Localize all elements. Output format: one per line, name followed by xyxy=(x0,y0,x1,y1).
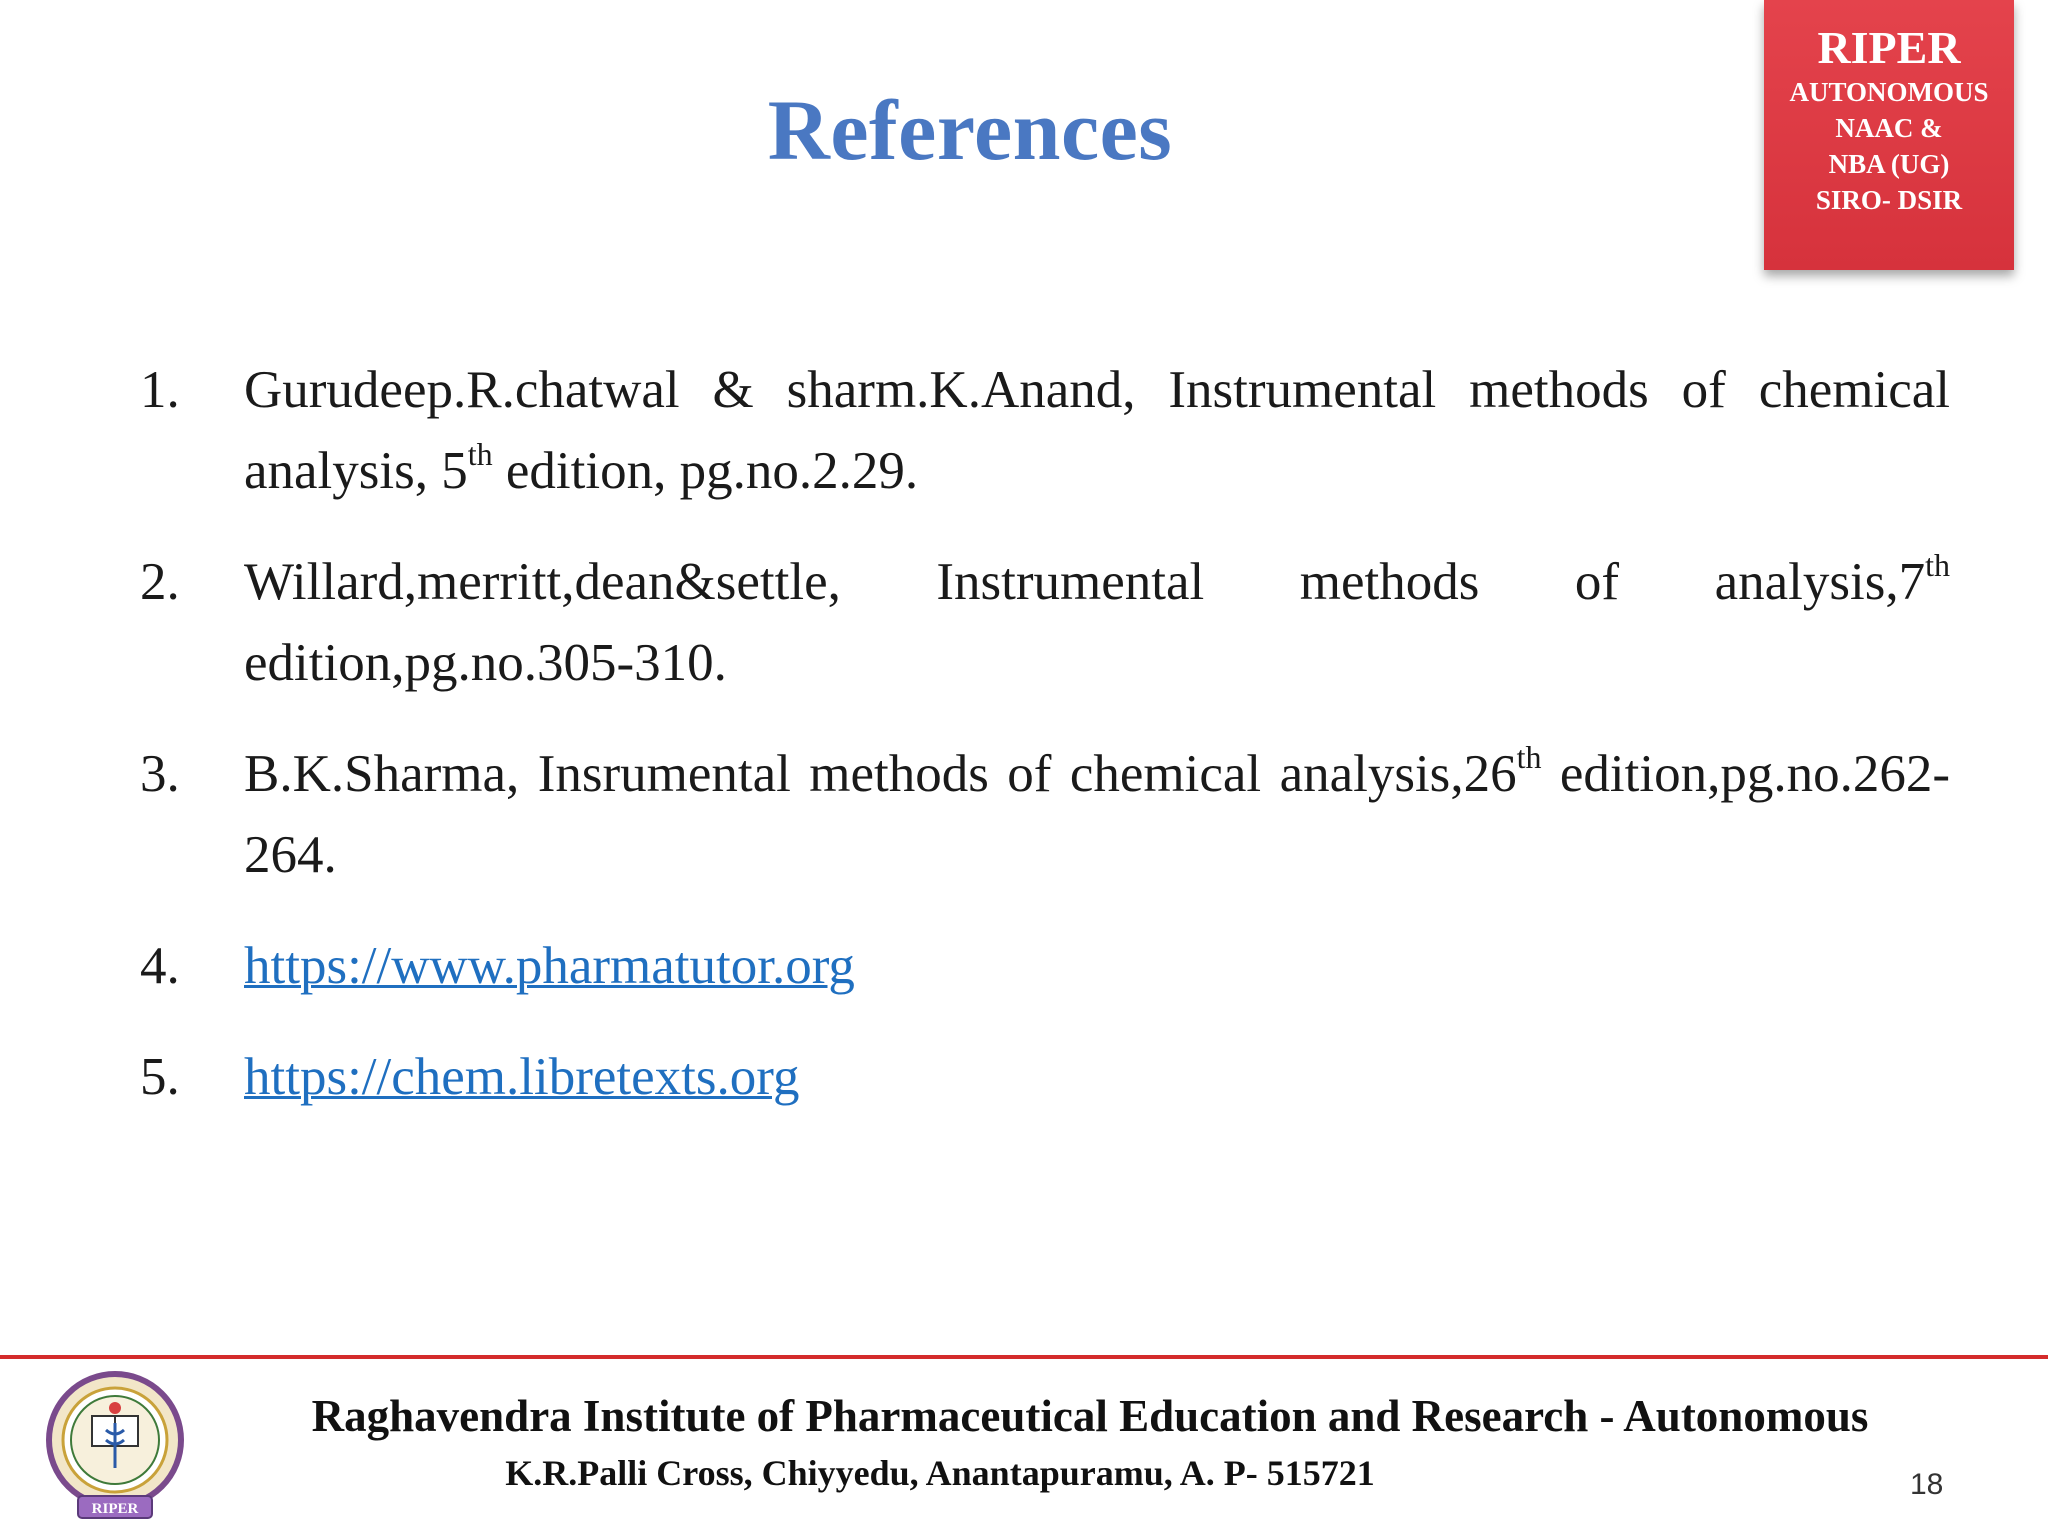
badge-line-naac: NAAC & xyxy=(1835,113,1943,143)
reference-superscript: th xyxy=(467,436,493,473)
slide-title: References xyxy=(767,82,1173,178)
reference-number: 5. xyxy=(140,1048,180,1106)
reference-superscript: th xyxy=(1925,547,1950,584)
reference-number: 1. xyxy=(140,361,180,419)
badge-line-siro: SIRO- DSIR xyxy=(1815,185,1963,215)
reference-item xyxy=(140,1037,1950,1118)
reference-item xyxy=(140,926,1950,1007)
reference-text xyxy=(244,350,1950,512)
reference-text xyxy=(244,1037,1950,1118)
reference-text-tail: edition, pg.no.2.29. xyxy=(492,442,919,500)
reference-number: 3. xyxy=(140,745,180,803)
institute-name: Raghavendra Institute of Pharmaceutical Education and Research - Autonomous xyxy=(311,1391,1869,1441)
riper-badge xyxy=(1764,0,2014,270)
reference-item xyxy=(140,734,1950,896)
badge-name: RIPER xyxy=(1817,22,1961,73)
reference-number: 2. xyxy=(140,553,180,611)
reference-text-main: Gurudeep.R.chatwal & sharm.K.Anand, Instrumental methods of chemical analysis, 5 xyxy=(244,361,1950,500)
reference-number: 4. xyxy=(140,937,180,995)
reference-text xyxy=(244,734,1950,896)
reference-link-pharmatutor[interactable]: https://www.pharmatutor.org xyxy=(244,937,855,995)
reference-text xyxy=(244,926,1950,1007)
logo-text: RIPER xyxy=(91,1501,139,1517)
reference-text-main: B.K.Sharma, Insrumental methods of chemical analysis,26 xyxy=(244,745,1517,803)
reference-text-tail: edition,pg.no.262-264. xyxy=(244,745,1950,884)
footer-divider xyxy=(0,1355,2048,1359)
reference-item xyxy=(140,542,1950,704)
badge-line-autonomous: AUTONOMOUS xyxy=(1789,77,1989,107)
reference-superscript: th xyxy=(1516,739,1542,776)
reference-text-main: Willard,merritt,dean&settle, Instrumental methods of analysis,7 xyxy=(244,553,1926,611)
page-number: 18 xyxy=(1910,1468,1944,1501)
institute-logo xyxy=(40,1368,190,1526)
reference-text xyxy=(244,542,1950,704)
badge-line-nba: NBA (UG) xyxy=(1828,149,1950,179)
reference-text-tail: edition,pg.no.305-310. xyxy=(244,634,727,692)
reference-link-libretexts[interactable]: https://chem.libretexts.org xyxy=(244,1048,800,1106)
institute-address: K.R.Palli Cross, Chiyyedu, Anantapuramu, A. P- 515721 xyxy=(505,1453,1375,1493)
reference-item xyxy=(140,350,1950,512)
reference-list xyxy=(140,350,1950,1148)
